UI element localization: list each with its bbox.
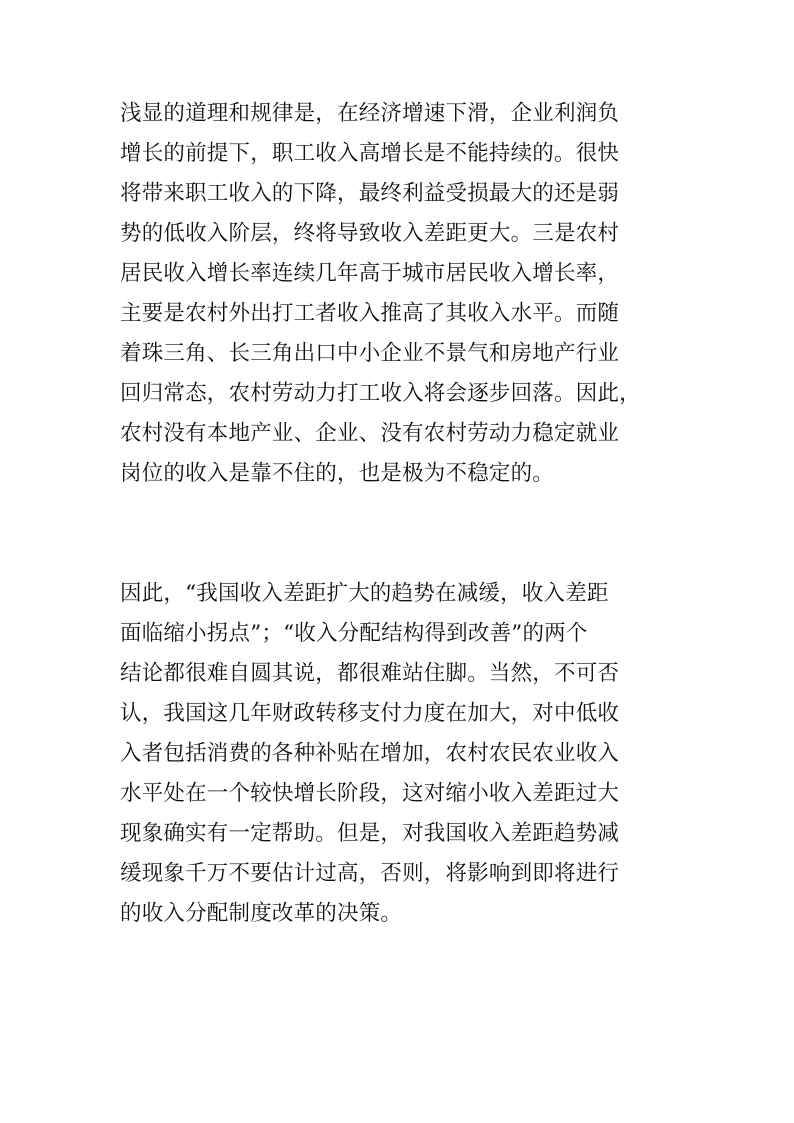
text-line: 势的低收入阶层，终将导致收入差距更大。三是农村 [120, 221, 620, 246]
text-line: 缓现象千万不要估计过高，否则，将影响到即将进行 [120, 861, 620, 886]
text-line: 居民收入增长率连续几年高于城市居民收入增长率， [120, 261, 620, 286]
text-line: 浅显的道理和规律是，在经济增速下滑，企业利润负 [120, 101, 620, 126]
text-line: 主要是农村外出打工者收入推高了其收入水平。而随 [120, 301, 620, 326]
text-line: 将带来职工收入的下降，最终利益受损最大的还是弱 [120, 181, 620, 206]
paragraph-2 [120, 574, 680, 934]
text-line: 农村没有本地产业、企业、没有农村劳动力稳定就业 [120, 421, 620, 446]
text-line: 现象确实有一定帮助。但是，对我国收入差距趋势减 [120, 821, 620, 846]
text-line: 岗位的收入是靠不住的，也是极为不稳定的。 [120, 461, 555, 486]
text-line: 增长的前提下，职工收入高增长是不能持续的。很快 [120, 141, 620, 166]
text-line: 水平处在一个较快增长阶段，这对缩小收入差距过大 [120, 781, 620, 806]
text-line: 着珠三角、长三角出口中小企业不景气和房地产行业 [120, 341, 620, 366]
text-line: 因此，“我国收入差距扩大的趋势在减缓，收入差距 [120, 581, 609, 606]
text-line: 结论都很难自圆其说，都很难站住脚。当然，不可否 [120, 661, 620, 686]
text-line: 面临缩小拐点”；“收入分配结构得到改善”的两个 [120, 621, 588, 646]
paragraph-1 [120, 94, 680, 494]
text-line: 回归常态，农村劳动力打工收入将会逐步回落。因此， [120, 381, 641, 406]
text-line: 入者包括消费的各种补贴在增加，农村农民农业收入 [120, 741, 620, 766]
text-line: 认，我国这几年财政转移支付力度在加大，对中低收 [120, 701, 620, 726]
text-line: 的收入分配制度改革的决策。 [120, 901, 403, 926]
